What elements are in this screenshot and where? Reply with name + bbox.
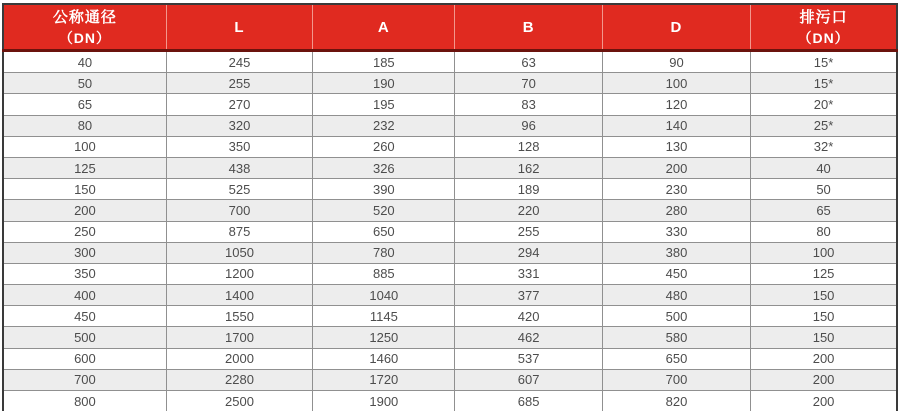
table-cell: 2500 [166,391,312,411]
table-cell: 537 [455,348,602,369]
table-cell: 700 [166,200,312,221]
table-cell: 438 [166,157,312,178]
table-cell: 820 [602,391,750,411]
table-cell: 255 [455,221,602,242]
table-cell: 520 [313,200,455,221]
table-cell: 80 [751,221,897,242]
table-cell: 128 [455,136,602,157]
table-row [3,391,897,411]
table-cell: 20* [751,94,897,115]
table-cell: 195 [313,94,455,115]
table-cell: 1550 [166,306,312,327]
table-cell: 685 [455,391,602,411]
table-cell: 255 [166,73,312,94]
table-cell: 25* [751,115,897,136]
table-header [3,4,897,51]
table-row [3,285,897,306]
table-cell: 390 [313,179,455,200]
table-row [3,242,897,263]
table-cell: 885 [313,263,455,284]
table-cell: 400 [3,285,166,306]
table-cell: 125 [751,263,897,284]
table-cell: 1720 [313,369,455,390]
column-label: 公称通径 [52,9,117,26]
table-row [3,157,897,178]
column-header-5 [751,4,897,51]
column-label: A [377,18,390,36]
table-cell: 185 [313,51,455,73]
table-cell: 420 [455,306,602,327]
table-cell: 350 [3,263,166,284]
table-cell: 500 [602,306,750,327]
table-cell: 650 [602,348,750,369]
table-row [3,94,897,115]
table-cell: 320 [166,115,312,136]
table-cell: 140 [602,115,750,136]
table-row [3,369,897,390]
table-cell: 700 [3,369,166,390]
table-cell: 580 [602,327,750,348]
table-cell: 260 [313,136,455,157]
table-row [3,221,897,242]
table-cell: 650 [313,221,455,242]
column-label: D [670,18,683,36]
table-cell: 150 [751,285,897,306]
table-cell: 607 [455,369,602,390]
dimension-spec-table [2,3,898,411]
table-row [3,73,897,94]
column-header-4 [602,4,750,51]
table-cell: 450 [3,306,166,327]
table-cell: 1460 [313,348,455,369]
table-cell: 189 [455,179,602,200]
table-cell: 150 [751,306,897,327]
table-cell: 100 [602,73,750,94]
table-row [3,115,897,136]
table-cell: 96 [455,115,602,136]
table-row [3,348,897,369]
table-cell: 150 [3,179,166,200]
table-row [3,179,897,200]
column-label: B [522,18,535,36]
table-cell: 377 [455,285,602,306]
table-cell: 875 [166,221,312,242]
table-cell: 2000 [166,348,312,369]
table-cell: 326 [313,157,455,178]
table-cell: 300 [3,242,166,263]
table-cell: 1700 [166,327,312,348]
table-cell: 800 [3,391,166,411]
table-body [3,51,897,411]
table-cell: 70 [455,73,602,94]
table-cell: 1145 [313,306,455,327]
table-cell: 2280 [166,369,312,390]
column-sublabel: （DN） [797,30,850,46]
table-cell: 245 [166,51,312,73]
table-cell: 331 [455,263,602,284]
table-cell: 200 [602,157,750,178]
table-cell: 50 [751,179,897,200]
table-cell: 83 [455,94,602,115]
table-cell: 1900 [313,391,455,411]
table-cell: 1050 [166,242,312,263]
column-header-1 [166,4,312,51]
table-cell: 1040 [313,285,455,306]
table-cell: 1250 [313,327,455,348]
table-cell: 232 [313,115,455,136]
table-cell: 162 [455,157,602,178]
table-cell: 90 [602,51,750,73]
table-cell: 350 [166,136,312,157]
table-cell: 150 [751,327,897,348]
table-cell: 230 [602,179,750,200]
table-cell: 780 [313,242,455,263]
header-row [3,4,897,51]
table-cell: 600 [3,348,166,369]
table-cell: 480 [602,285,750,306]
table-row [3,136,897,157]
column-header-3 [455,4,602,51]
table-cell: 380 [602,242,750,263]
table-cell: 294 [455,242,602,263]
table-cell: 100 [751,242,897,263]
column-header-2 [313,4,455,51]
table-cell: 450 [602,263,750,284]
table-cell: 200 [3,200,166,221]
table-cell: 200 [751,369,897,390]
table-cell: 15* [751,51,897,73]
table-cell: 80 [3,115,166,136]
column-sublabel: （DN） [58,30,112,46]
table-cell: 65 [3,94,166,115]
table-cell: 65 [751,200,897,221]
table-cell: 120 [602,94,750,115]
table-cell: 63 [455,51,602,73]
table-cell: 500 [3,327,166,348]
table-row [3,306,897,327]
table-cell: 15* [751,73,897,94]
table-cell: 100 [3,136,166,157]
table-cell: 462 [455,327,602,348]
table-cell: 32* [751,136,897,157]
table-row [3,51,897,73]
table-cell: 1200 [166,263,312,284]
table-cell: 525 [166,179,312,200]
column-label: L [234,18,245,36]
table-row [3,200,897,221]
table-cell: 40 [751,157,897,178]
table-cell: 50 [3,73,166,94]
table-row [3,263,897,284]
table-cell: 200 [751,391,897,411]
table-cell: 190 [313,73,455,94]
table-cell: 40 [3,51,166,73]
table-cell: 130 [602,136,750,157]
table-row [3,327,897,348]
table-cell: 125 [3,157,166,178]
table-cell: 700 [602,369,750,390]
column-label: 排污口 [799,9,848,26]
table-cell: 1400 [166,285,312,306]
table-cell: 280 [602,200,750,221]
table-cell: 200 [751,348,897,369]
column-header-0 [3,4,166,51]
table-cell: 270 [166,94,312,115]
table-cell: 330 [602,221,750,242]
table-cell: 250 [3,221,166,242]
table-cell: 220 [455,200,602,221]
